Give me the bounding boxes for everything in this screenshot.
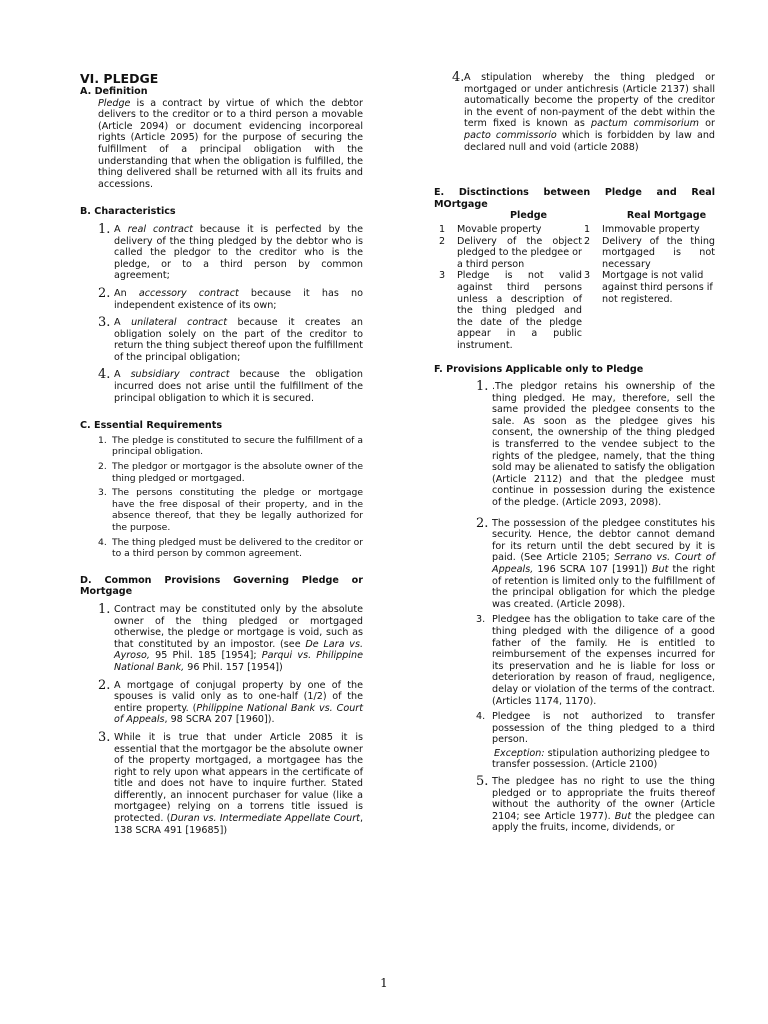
- page-title: VI. PLEDGE: [80, 71, 159, 86]
- item-number: 3.: [98, 315, 111, 331]
- right-column: [434, 72, 715, 834]
- list-item: 5. The pledgee has no right to use the thing pledged or to appropriate the fruits thereof without the authority of the owner (Article 2104; see Article 1977). But the pledgee can apply the fruits, income, dividends, or: [476, 774, 715, 834]
- case-citation: De Lara vs. Ayroso,: [114, 638, 363, 662]
- list-item: 3. A unilateral contract because it creates an obligation solely on the part of the creditor to return the thing subject thereof upon the fulfillment of the principal obligation;: [98, 315, 363, 363]
- page-number: 1: [380, 976, 388, 990]
- definition-term: Pledge: [98, 97, 131, 109]
- pledge-provisions-list: [434, 381, 715, 834]
- exception-label: Exception:: [494, 747, 545, 759]
- item-number: 2.: [98, 677, 111, 693]
- list-item: 2. An accessory contract because it has no independent existence of its own;: [98, 285, 363, 311]
- legal-term: pactum commisorium: [591, 118, 699, 130]
- item-term: unilateral contract: [131, 317, 227, 329]
- left-column: [80, 72, 363, 836]
- list-item: 4. The thing pledged must be delivered to the creditor or to a third person by common agreement.: [98, 536, 363, 560]
- legal-term: pacto commissorio: [464, 129, 557, 141]
- list-item: 2. A mortgage of conjugal property by one of the spouses is valid only as to one-half (1/2) of the entire property. (Philippine National Bank vs. Court of Appeals, 98 SCRA 207 [1960]).: [98, 677, 364, 726]
- table-cell: 2 Delivery of the object pledged to the pledgee or a third person: [439, 235, 582, 270]
- section-e-heading: E. Disctinctions between Pledge and Real MOrtgage: [434, 187, 715, 210]
- exception-note: Exception: stipulation authorizing pledgee to transfer possession. (Article 2100): [492, 747, 710, 771]
- list-item: 1. A real contract because it is perfected by the delivery of the thing pledged by the debtor who is called the pledgor to the creditor who is the pledge, or to a third person by common agreement;: [98, 221, 363, 282]
- list-item: 4. A subsidiary contract because the obligation incurred does not arise until the fulfillment of the principal obligation to which it is secured.: [98, 367, 363, 404]
- list-item: 3. Pledgee has the obligation to take care of the thing pledged with the diligence of a good father of the family. He is entitled to reimbursement of the expenses incurred for its preservation and he is liable for loss or deterioration by reason of fraud, negligence, delay or violation of the terms of the contract. (Articles 1174, 1170).: [476, 614, 715, 707]
- item-number: 1.: [98, 601, 111, 617]
- item-term: real contract: [127, 223, 193, 235]
- item-number: 1.: [98, 434, 107, 446]
- item-number: 1.: [476, 379, 489, 395]
- characteristics-list: [80, 221, 363, 404]
- list-item: 2. The pledgor or mortgagor is the absolute owner of the thing pledged or mortgaged.: [98, 461, 363, 484]
- common-provisions-list: [80, 601, 364, 836]
- item-number: 3.: [98, 729, 111, 745]
- item-number: 3.: [98, 487, 107, 499]
- table-cell: 1 Immovable property: [584, 223, 700, 235]
- definition-paragraph: [80, 98, 363, 191]
- table-cell: 2 Delivery of the thing mortgaged is not necessary: [584, 235, 715, 270]
- case-citation: Duran vs. Intermediate Appellate Court: [170, 813, 360, 825]
- item-number: 2.: [98, 461, 107, 473]
- table-cell: 1 Movable property: [439, 223, 542, 235]
- item-number: 4.: [98, 536, 107, 548]
- item-number: 4.: [452, 70, 465, 85]
- section-a-heading: A. Definition: [80, 86, 148, 97]
- section-f-heading: F. Provisions Applicable only to Pledge: [434, 364, 644, 376]
- item-number: 5.: [476, 774, 489, 790]
- list-item: 3. While it is true that under Article 2085 it is essential that the mortgagor be the absolute owner of the property mortgaged, a mortgagee has the right to rely upon what appears in the certificate of title and does not have to inquire further. Stated differently, an innocent purchaser for value (like a mortgagee) relying on a torrens title issued is protected. (Duran vs. Intermediate Appellate Court, 138 SCRA 491 [19685]): [98, 729, 363, 836]
- case-citation: Parqui vs. Philippine National Bank,: [114, 650, 363, 673]
- table-cell: 3 Pledge is not valid against third persons unless a description of the thing pledged and the date of the pledge appear in a public instrument.: [439, 270, 582, 351]
- list-item: 4. A stipulation whereby the thing pledged or mortgaged or under antichresis (Article 2137) shall automatically become the property of the creditor in the event of non-payment of the debt within the term fixed is known as pactum commisorium or pacto commissorio which is forbidden by law and declared null and void (article 2088): [452, 70, 715, 153]
- column-header-pledge: Pledge: [510, 210, 548, 222]
- item-term: accessory contract: [138, 287, 239, 299]
- list-item: 2. The possession of the pledgee constitutes his security. Hence, the debtor cannot demand for its return until the debt secured by it is paid. (See Article 2105; Serrano vs. Court of Appeals, 196 SCRA 107 [1991]) But the right of retention is limited only to the fulfillment of the principal obligation for which the pledge was created. (Article 2098).: [476, 515, 715, 610]
- list-item: 1. .The pledgor retains his ownership of the thing pledged. He may, therefore, sell the same provided the pledgee consents to the sale. As soon as the pledgee gives his consent, the ownership of the thing pledged is transferred to the vendee subject to the rights of the pledgee, namely, that the thing sold may be alienated to satisfy the obligation (Article 2112) and that the pledgee must continue in possession during the existence of the pledge. (Article 2093, 2098).: [476, 379, 715, 508]
- section-d-heading: D. Common Provisions Governing Pledge or Mortgage: [80, 574, 363, 598]
- item-number: 2.: [476, 515, 489, 531]
- requirements-list: [80, 435, 363, 560]
- table-cell: 3 Mortgage is not valid against third persons if not registered.: [584, 270, 713, 305]
- definition-text: is a contract by virtue of which the debtor delivers to the creditor or to a third person a movable (Article 2094) or document evidencing incorporeal rights (Article 2095) for the purpose of securing the fulfillment of a principal obligation with the understanding that when the obligation is fulfilled, the thing delivered shall be returned with all its fruits and accessions.: [98, 97, 363, 190]
- case-citation: Serrano vs. Court of Appeals,: [492, 552, 715, 575]
- item-number: 4.: [98, 367, 111, 383]
- list-item: 1. The pledge is constituted to secure the fulfillment of a principal obligation.: [98, 434, 363, 458]
- section-b-heading: B. Characteristics: [80, 206, 176, 218]
- case-citation: Philippine National Bank vs. Court of Appeals: [114, 702, 364, 726]
- item-number: 3.: [476, 614, 486, 626]
- item-number: 1.: [98, 221, 111, 237]
- item-number: 4.: [476, 711, 486, 723]
- section-c-heading: C. Essential Requirements: [80, 420, 223, 432]
- item-number: 2.: [98, 285, 111, 301]
- list-item: 1. Contract may be constituted only by the absolute owner of the thing pledged or mortgaged otherwise, the pledge or mortgage is void, such as that constituted by an impostor. (see De Lara vs. Ayroso, 95 Phil. 185 [1954]; Parqui vs. Philippine National Bank, 96 Phil. 157 [1954]): [98, 601, 363, 673]
- item-term: subsidiary contract: [130, 369, 230, 381]
- distinctions-table: [434, 210, 715, 351]
- list-item: 4. Pledgee is not authorized to transfer possession of the thing pledged to a third person.: [476, 711, 715, 746]
- list-item: 3. The persons constituting the pledge or mortgage have the free disposal of their property, and in the absence thereof, that they be legally authorized for the purpose.: [98, 487, 363, 533]
- column-header-real-mortgage: Real Mortgage: [626, 210, 707, 222]
